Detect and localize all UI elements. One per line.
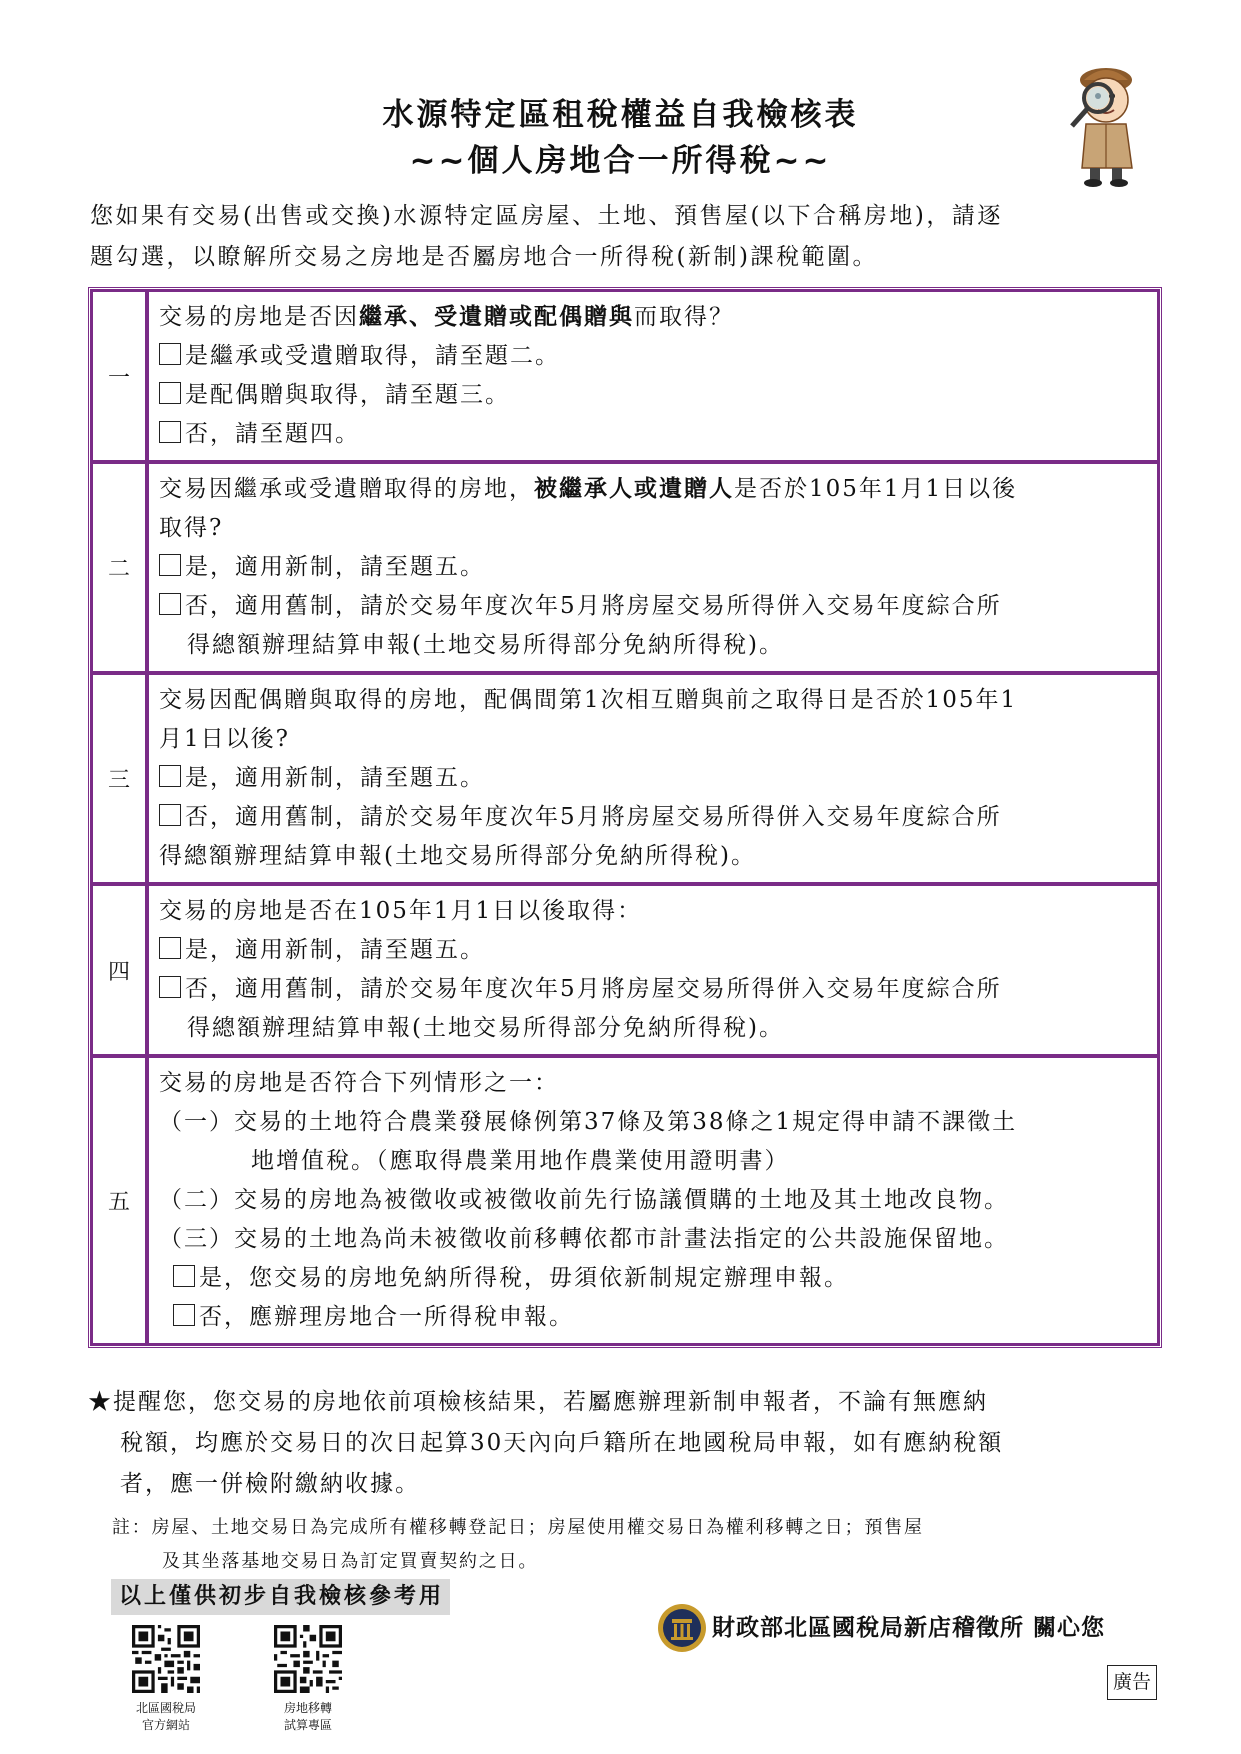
- reminder-paragraph: [88, 1382, 1168, 1505]
- qr-label-line-1: 房地移轉: [283, 1701, 332, 1715]
- condition-item: （三）交易的土地為尚未被徵收前移轉依都市計畫法指定的公共設施保留地。: [159, 1226, 1009, 1252]
- question-text-post: 而取得？: [634, 304, 734, 330]
- question-body: [147, 462, 1159, 673]
- option-row[interactable]: [159, 759, 1149, 798]
- question-text-bold: 繼承、受遺贈或配偶贈與: [359, 304, 634, 330]
- checkbox-icon[interactable]: [173, 1265, 195, 1287]
- qr-label-line-2: 試算專區: [283, 1718, 332, 1732]
- checklist-table: [88, 287, 1162, 1348]
- question-row-5: [91, 1056, 1159, 1345]
- intro-paragraph: [90, 196, 1155, 278]
- question-text-cont: 月1日以後?: [159, 726, 290, 752]
- intro-line-1: 您如果有交易(出售或交換)水源特定區房屋、土地、預售屋(以下合稱房地)，請逐: [90, 203, 1003, 229]
- question-text-pre: 交易因繼承或受遺贈取得的房地，: [159, 476, 534, 502]
- qr-label: [116, 1700, 216, 1734]
- office-signature: 財政部北區國稅局新店稽徵所 關心您: [712, 1615, 1106, 1641]
- option-label: 是配偶贈與取得，請至題三。: [185, 382, 510, 408]
- option-row[interactable]: [159, 415, 1149, 454]
- checkbox-icon[interactable]: [159, 976, 181, 998]
- reminder-line-3: 者，應一併檢附繳納收據。: [120, 1471, 420, 1497]
- intro-line-2: 題勾選，以瞭解所交易之房地是否屬房地合一所得稅(新制)課稅範圍。: [90, 244, 878, 270]
- footnote-line-2: 及其坐落基地交易日為訂定買賣契約之日。: [162, 1551, 539, 1572]
- question-text: 交易的房地是否符合下列情形之一：: [159, 1070, 559, 1096]
- question-number: 三: [91, 673, 147, 884]
- question-text: [159, 298, 1149, 337]
- option-row[interactable]: [159, 798, 1149, 837]
- question-number: 二: [91, 462, 147, 673]
- checkbox-icon[interactable]: [159, 804, 181, 826]
- footnote-line-1: 註：房屋、土地交易日為完成所有權移轉登記日；房屋使用權交易日為權利移轉之日；預售屋: [112, 1517, 924, 1538]
- question-number: 一: [91, 290, 147, 462]
- checkbox-icon[interactable]: [159, 593, 181, 615]
- question-number: 四: [91, 884, 147, 1056]
- question-body: [147, 290, 1159, 462]
- question-row-4: [91, 884, 1159, 1056]
- question-text-bold: 被繼承人或遺贈人: [534, 476, 734, 502]
- question-text: [159, 470, 1149, 509]
- qr-label-line-2: 官方網站: [141, 1718, 190, 1732]
- condition-item: （二）交易的房地為被徵收或被徵收前先行協議價購的土地及其土地改良物。: [159, 1187, 1009, 1213]
- option-row[interactable]: [159, 1298, 1149, 1337]
- option-label-cont: 得總額辦理結算申報(土地交易所得部分免納所得稅)。: [159, 843, 756, 869]
- option-label: 是繼承或受遺贈取得，請至題二。: [185, 343, 560, 369]
- title-line-2: ~~個人房地合一所得稅~~: [409, 143, 832, 179]
- option-label: 否，請至題四。: [185, 421, 360, 447]
- option-row[interactable]: [159, 931, 1149, 970]
- question-text-post: 是否於105年1月1日以後: [734, 476, 1018, 502]
- option-label: 是，您交易的房地免納所得稅，毋須依新制規定辦理申報。: [199, 1265, 849, 1291]
- option-row[interactable]: [159, 548, 1149, 587]
- question-body: [147, 673, 1159, 884]
- qr-code-icon[interactable]: [132, 1625, 200, 1693]
- checkbox-icon[interactable]: [159, 382, 181, 404]
- option-label: 是，適用新制，請至題五。: [185, 937, 485, 963]
- option-label: 否，應辦理房地合一所得稅申報。: [199, 1304, 574, 1330]
- advertisement-label: 廣告: [1107, 1665, 1157, 1700]
- condition-item-cont: 地增值稅。（應取得農業用地作農業使用證明書）: [251, 1148, 790, 1174]
- question-row-1: [91, 290, 1159, 462]
- option-row[interactable]: [159, 587, 1149, 626]
- checkbox-icon[interactable]: [159, 554, 181, 576]
- question-text-cont: 取得?: [159, 515, 224, 541]
- page-title: [0, 92, 1241, 184]
- question-body: [147, 1056, 1159, 1345]
- question-number: 五: [91, 1056, 147, 1345]
- qr-label-line-1: 北區國稅局: [135, 1701, 196, 1715]
- question-row-2: [91, 462, 1159, 673]
- qr-label: [258, 1700, 358, 1734]
- condition-item: （一）交易的土地符合農業發展條例第37條及第38條之1規定得申請不課徵土: [159, 1109, 1018, 1135]
- option-row[interactable]: [159, 1259, 1149, 1298]
- checkbox-icon[interactable]: [159, 765, 181, 787]
- option-label: 否，適用舊制，請於交易年度次年5月將房屋交易所得併入交易年度綜合所: [185, 976, 1002, 1002]
- title-line-1: 水源特定區租稅權益自我檢核表: [382, 97, 859, 133]
- detective-mascot-icon: [1062, 58, 1158, 188]
- checkbox-icon[interactable]: [159, 937, 181, 959]
- question-text: 交易的房地是否在105年1月1日以後取得：: [159, 898, 643, 924]
- reminder-line-1: ★提醒您，您交易的房地依前項檢核結果，若屬應辦理新制申報者，不論有無應納: [88, 1389, 988, 1415]
- option-label-cont: 得總額辦理結算申報(土地交易所得部分免納所得稅)。: [187, 632, 784, 658]
- checkbox-icon[interactable]: [159, 343, 181, 365]
- question-row-3: [91, 673, 1159, 884]
- checkbox-icon[interactable]: [173, 1304, 195, 1326]
- option-label-cont: 得總額辦理結算申報(土地交易所得部分免納所得稅)。: [187, 1015, 784, 1041]
- question-text-pre: 交易的房地是否因: [159, 304, 359, 330]
- option-label: 是，適用新制，請至題五。: [185, 765, 485, 791]
- option-row[interactable]: [159, 970, 1149, 1009]
- checkbox-icon[interactable]: [159, 421, 181, 443]
- qr-code-icon[interactable]: [274, 1625, 342, 1693]
- reference-only-banner: 以上僅供初步自我檢核參考用: [111, 1579, 450, 1615]
- option-label: 是，適用新制，請至題五。: [185, 554, 485, 580]
- question-body: [147, 884, 1159, 1056]
- reminder-line-2: 稅額，均應於交易日的次日起算30天內向戶籍所在地國稅局申報，如有應納稅額: [120, 1430, 1004, 1456]
- option-row[interactable]: [159, 337, 1149, 376]
- footnote: [112, 1511, 1172, 1579]
- option-label: 否，適用舊制，請於交易年度次年5月將房屋交易所得併入交易年度綜合所: [185, 593, 1002, 619]
- tax-bureau-seal-icon: [657, 1603, 707, 1653]
- option-row[interactable]: [159, 376, 1149, 415]
- option-label: 否，適用舊制，請於交易年度次年5月將房屋交易所得併入交易年度綜合所: [185, 804, 1002, 830]
- question-text: 交易因配偶贈與取得的房地，配偶間第1次相互贈與前之取得日是否於105年1: [159, 687, 1018, 713]
